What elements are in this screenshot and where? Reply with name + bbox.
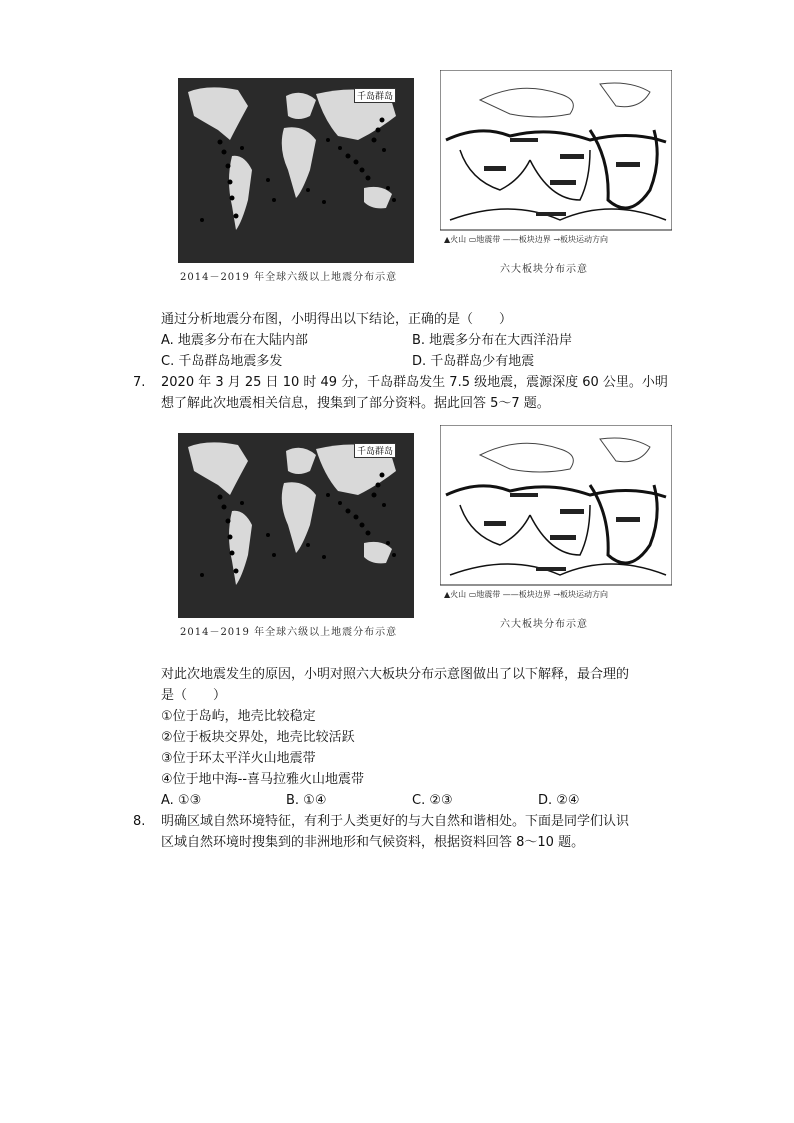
- q7-option-b[interactable]: B. ①④: [286, 793, 327, 808]
- q7-option-a[interactable]: A. ①③: [161, 793, 202, 808]
- q7-statement-4: ④位于地中海--喜马拉雅火山地震带: [161, 772, 365, 787]
- plate-map-1: [440, 70, 672, 288]
- figure-row-1: [178, 70, 698, 288]
- plate-map-caption-2: 六大板块分布示意: [500, 619, 588, 630]
- q7-option-d[interactable]: D. ②④: [538, 793, 580, 808]
- q8-line2: 区域自然环境时搜集到的非洲地形和气候资料，根据资料回答 8～10 题。: [161, 835, 585, 850]
- q7-statement-1: ①位于岛屿，地壳比较稳定: [161, 709, 316, 724]
- q7-option-c[interactable]: C. ②③: [412, 793, 453, 808]
- q7-intro-line1: 2020 年 3 月 25 日 10 时 49 分，千岛群岛发生 7.5 级地震，震源深度 60 公里。小明: [161, 375, 668, 390]
- plate-map-legend-2: ▲火山 ▭地震带 ——板块边界 →板块运动方向: [444, 590, 609, 599]
- earthquake-map-1: [178, 70, 414, 288]
- chishima-label-2: 千岛群岛: [354, 443, 396, 458]
- q8-number: 8.: [133, 814, 146, 829]
- q8-line1: 明确区域自然环境特征，有利于人类更好的与大自然和谐相处。下面是同学们认识: [161, 814, 630, 829]
- q7-stem-line1: 对此次地震发生的原因，小明对照六大板块分布示意图做出了以下解释，最合理的: [161, 667, 630, 682]
- chishima-label: 千岛群岛: [354, 88, 396, 103]
- q7-statement-3: ③位于环太平洋火山地震带: [161, 751, 316, 766]
- q7-stem-line2: 是（ ）: [161, 688, 227, 703]
- q7-number: 7.: [133, 375, 146, 390]
- q7-intro-line2: 想了解此次地震相关信息，搜集到了部分资料。据此回答 5～7 题。: [161, 396, 550, 411]
- earthquake-map-2: [178, 425, 414, 643]
- q6-stem: 通过分析地震分布图，小明得出以下结论，正确的是（ ）: [161, 312, 513, 327]
- plate-map-caption: 六大板块分布示意: [500, 264, 588, 275]
- q6-option-d[interactable]: D. 千岛群岛少有地震: [412, 354, 535, 369]
- q6-option-c[interactable]: C. 千岛群岛地震多发: [161, 354, 283, 369]
- earthquake-map-caption: 2014－2019 年全球六级以上地震分布示意: [180, 272, 398, 283]
- figure-row-2: [178, 425, 698, 643]
- plate-map-2: [440, 425, 672, 643]
- q6-option-b[interactable]: B. 地震多分布在大西洋沿岸: [412, 333, 573, 348]
- plate-map-legend: ▲火山 ▭地震带 ——板块边界 →板块运动方向: [444, 235, 609, 244]
- q6-option-a[interactable]: A. 地震多分布在大陆内部: [161, 333, 308, 348]
- q7-statement-2: ②位于板块交界处，地壳比较活跃: [161, 730, 355, 745]
- earthquake-map-caption-2: 2014－2019 年全球六级以上地震分布示意: [180, 627, 398, 638]
